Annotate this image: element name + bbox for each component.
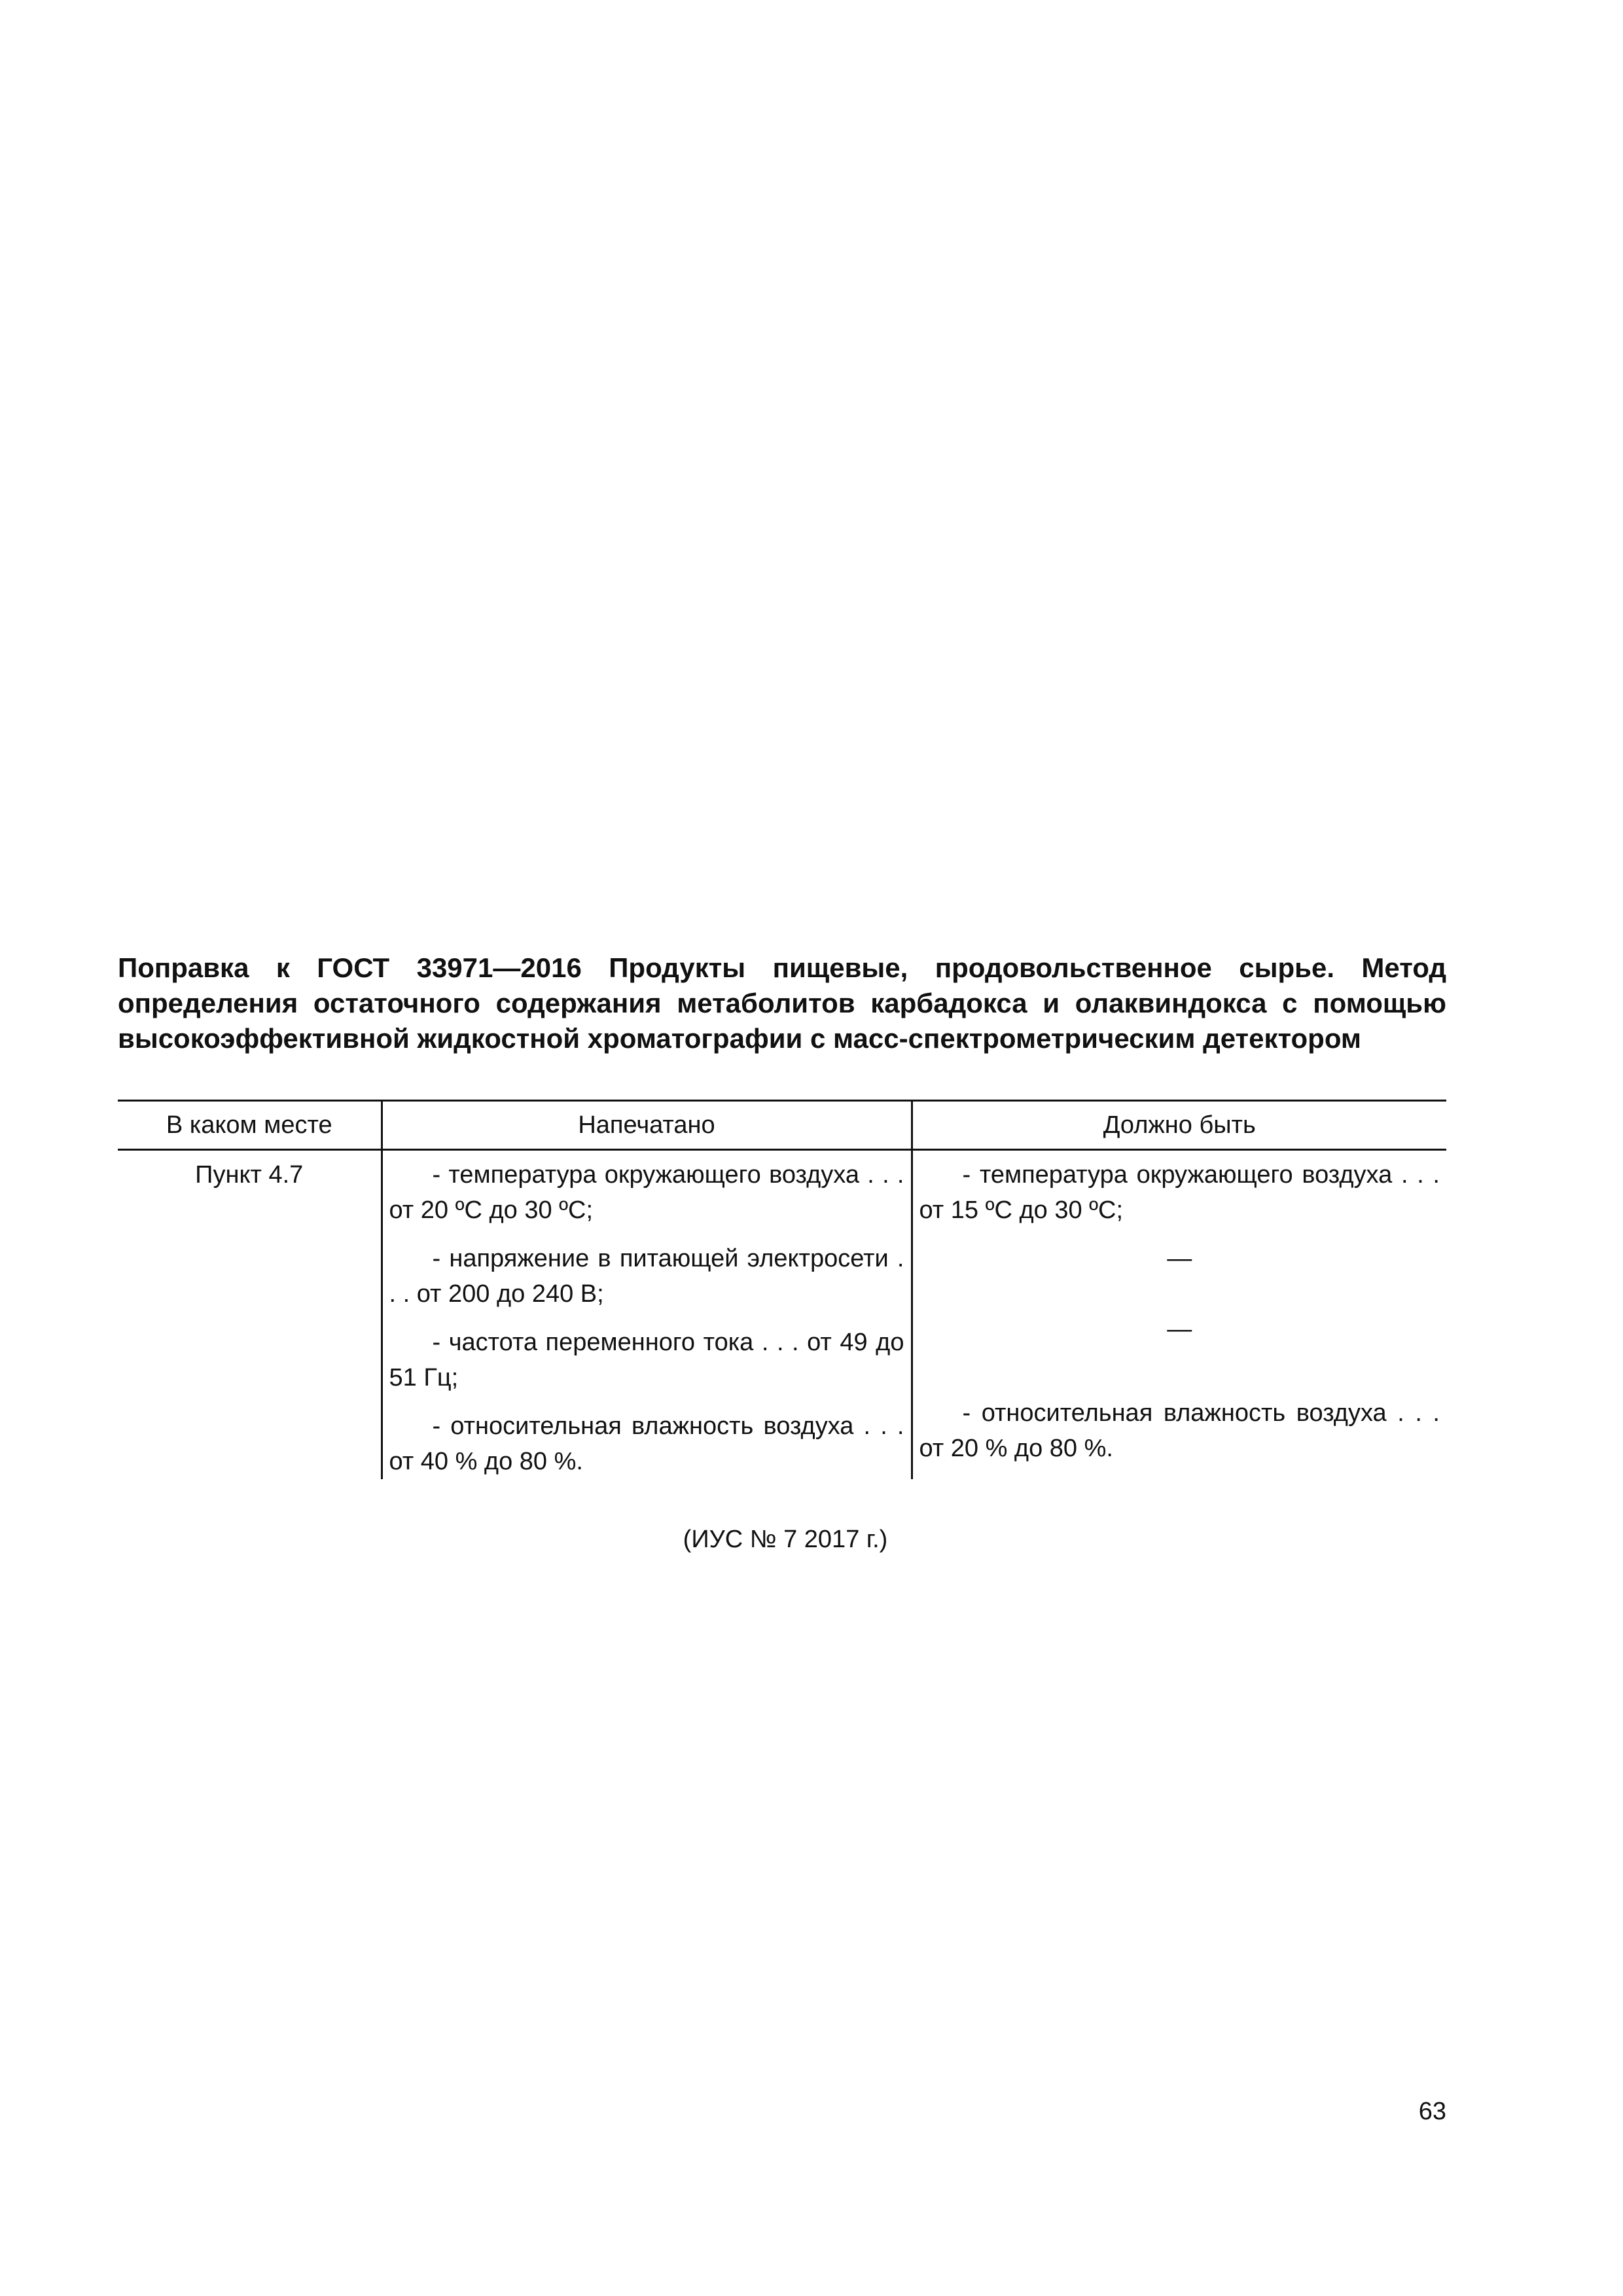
header-location: В каком месте <box>118 1101 382 1150</box>
table-header-row <box>118 1101 1446 1150</box>
location-text: Пункт 4.7 <box>195 1161 304 1189</box>
amendment-table <box>118 1100 1446 1479</box>
should-be-entry-humidity: - относительная влажность воздуха . . . от 20 % до 80 %. <box>919 1399 1440 1462</box>
source-reference: (ИУС № 7 2017 г.) <box>683 1526 888 1553</box>
should-be-cell <box>912 1150 1446 1480</box>
printed-entry-voltage: - напряжение в питающей электросети . . . от 200 до 240 В; <box>389 1245 904 1308</box>
printed-cell <box>382 1150 912 1480</box>
should-be-dash-voltage: — <box>1167 1245 1192 1272</box>
should-be-dash-frequency: — <box>1167 1316 1192 1343</box>
should-be-entry-temperature: - температура окружающего воздуха . . . от 15 ºС до 30 ºС; <box>919 1161 1440 1224</box>
printed-entry-temperature: - температура окружающего воздуха . . . от 20 ºС до 30 ºС; <box>389 1161 904 1224</box>
location-cell <box>118 1150 382 1480</box>
header-printed: Напечатано <box>382 1101 912 1150</box>
should-be-slot-frequency <box>913 1312 1447 1395</box>
page-number: 63 <box>1418 2098 1446 2125</box>
should-be-slot-voltage <box>913 1228 1447 1312</box>
amendment-title: Поправка к ГОСТ 33971—2016 Продукты пищевые, продовольственное сырье. Метод определения остаточного содержания метаболитов карбадокса и олаквиндокса с помощью высокоэффективной жидкостной хроматографии с масс-спектрометрическим детектором <box>118 952 1446 1054</box>
table-row <box>118 1150 1446 1480</box>
header-should-be: Должно быть <box>912 1101 1446 1150</box>
printed-entry-humidity: - относительная влажность воздуха . . . от 40 % до 80 %. <box>389 1412 904 1475</box>
printed-entry-frequency: - частота переменного тока . . . от 49 до 51 Гц; <box>389 1329 904 1391</box>
